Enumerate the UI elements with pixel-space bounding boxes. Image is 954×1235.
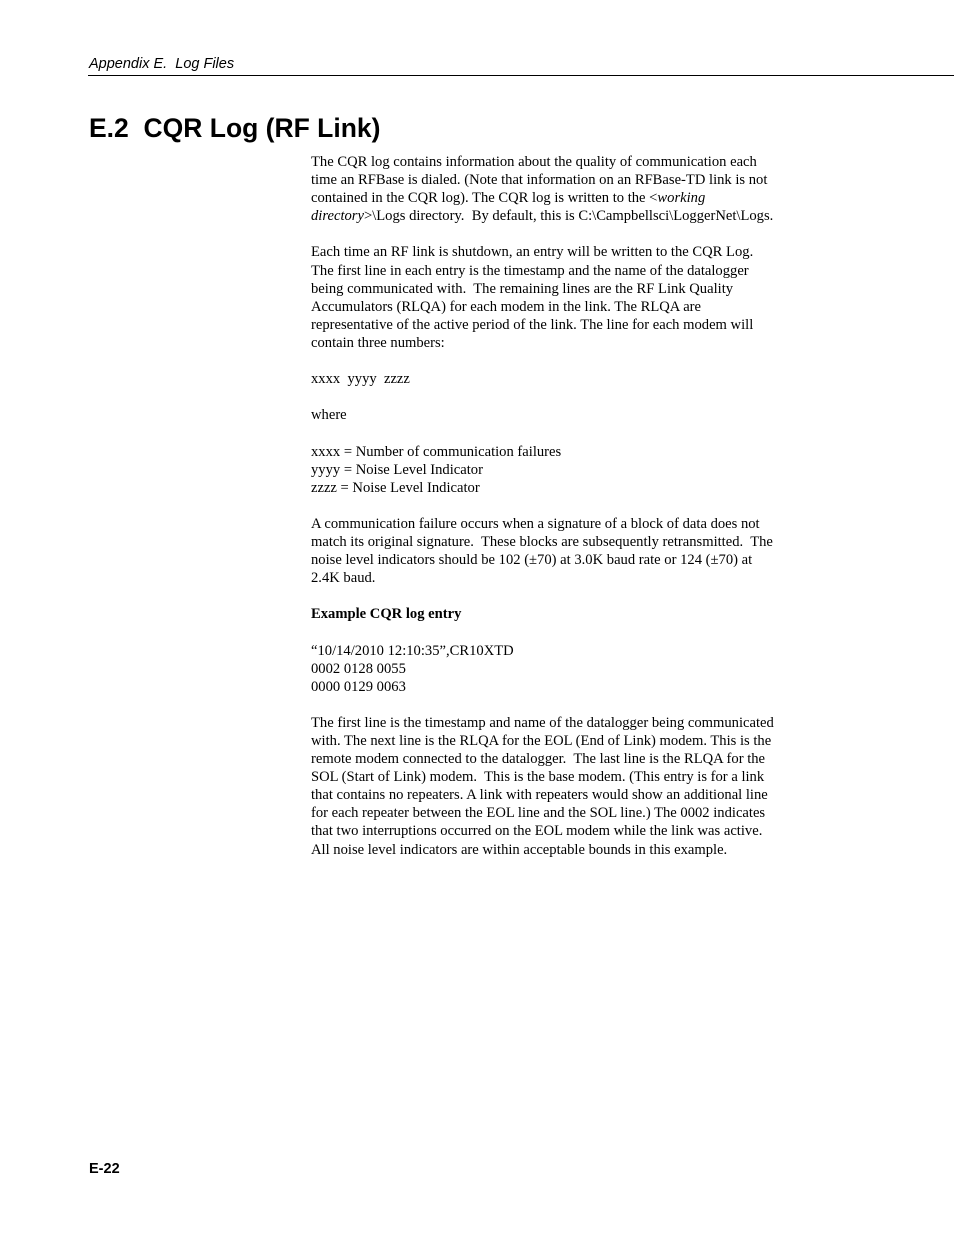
text-line: Example CQR log entry [311, 606, 462, 623]
text-line: All noise level indicators are within acceptable bounds in this example. [311, 841, 728, 858]
text-line: SOL (Start of Link) modem. This is the base modem. (This entry is for a link [311, 769, 765, 786]
log-line: 0000 0129 0063 [311, 678, 406, 695]
intro-paragraph [311, 153, 821, 225]
text-line: contain three numbers: [311, 334, 445, 351]
text-line: The first line is the timestamp and name of the datalogger being communicated [311, 714, 774, 731]
text-line: Each time an RF link is shutdown, an entry will be written to the CQR Log. [311, 244, 754, 261]
text-line: remote modem connected to the datalogger. The last line is the RLQA for the [311, 751, 766, 768]
where-label [311, 406, 821, 424]
entry-description-paragraph [311, 243, 821, 352]
text-line: time an RFBase is dialed. (Note that information on an RFBase-TD link is not [311, 172, 768, 189]
text-line: for each repeater between the EOL line and the SOL line.) The 0002 indicates [311, 805, 766, 822]
text-line: match its original signature. These blocks are subsequently retransmitted. The [311, 533, 773, 550]
text-line [311, 207, 821, 225]
text-line: where [311, 407, 347, 424]
example-heading [311, 605, 821, 623]
text-line: A communication failure occurs when a signature of a block of data does not [311, 515, 760, 532]
text-line: being communicated with. The remaining lines are the RF Link Quality [311, 280, 734, 297]
running-header: Appendix E. Log Files [89, 56, 235, 72]
text-fragment: contained in the CQR log). The CQR log is written to the < [311, 190, 658, 207]
page-number: E-22 [89, 1161, 120, 1177]
text-line: The CQR log contains information about the quality of communication each [311, 154, 757, 170]
text-line: xxxx yyyy zzzz [311, 371, 410, 388]
definition-item: yyyy = Noise Level Indicator [311, 461, 483, 478]
definitions-list [311, 443, 821, 497]
explanation-paragraph [311, 714, 821, 859]
text-line [311, 189, 821, 207]
text-fragment: >\Logs directory. By default, this is C:\Campbellsci\LoggerNet\Logs. [363, 208, 774, 225]
format-line [311, 370, 821, 388]
header-rule [88, 75, 954, 76]
log-line: “10/14/2010 12:10:35”,CR10XTD [311, 642, 514, 659]
section-title: E.2 CQR Log (RF Link) [89, 113, 381, 143]
definition-item: zzzz = Noise Level Indicator [311, 479, 480, 496]
text-line: The first line in each entry is the timestamp and the name of the datalogger [311, 262, 749, 279]
italic-term: working [657, 190, 706, 207]
text-line: with. The next line is the RLQA for the EOL (End of Link) modem. This is the [311, 733, 772, 749]
log-line: 0002 0128 0055 [311, 660, 406, 677]
text-line: noise level indicators should be 102 (±70) at 3.0K baud rate or 124 (±70) at [311, 552, 753, 569]
example-log-entry [311, 642, 821, 696]
italic-term: directory [311, 208, 364, 225]
body-text [311, 153, 821, 877]
text-line: 2.4K baud. [311, 570, 376, 587]
text-line: representative of the active period of the link. The line for each modem will [311, 316, 754, 333]
text-line: Accumulators (RLQA) for each modem in the link. The RLQA are [311, 298, 702, 315]
text-line: that two interruptions occurred on the EOL modem while the link was active. [311, 823, 763, 840]
text-line: that contains no repeaters. A link with repeaters would show an additional line [311, 787, 768, 804]
definition-item: xxxx = Number of communication failures [311, 443, 562, 460]
failure-description-paragraph [311, 515, 821, 587]
